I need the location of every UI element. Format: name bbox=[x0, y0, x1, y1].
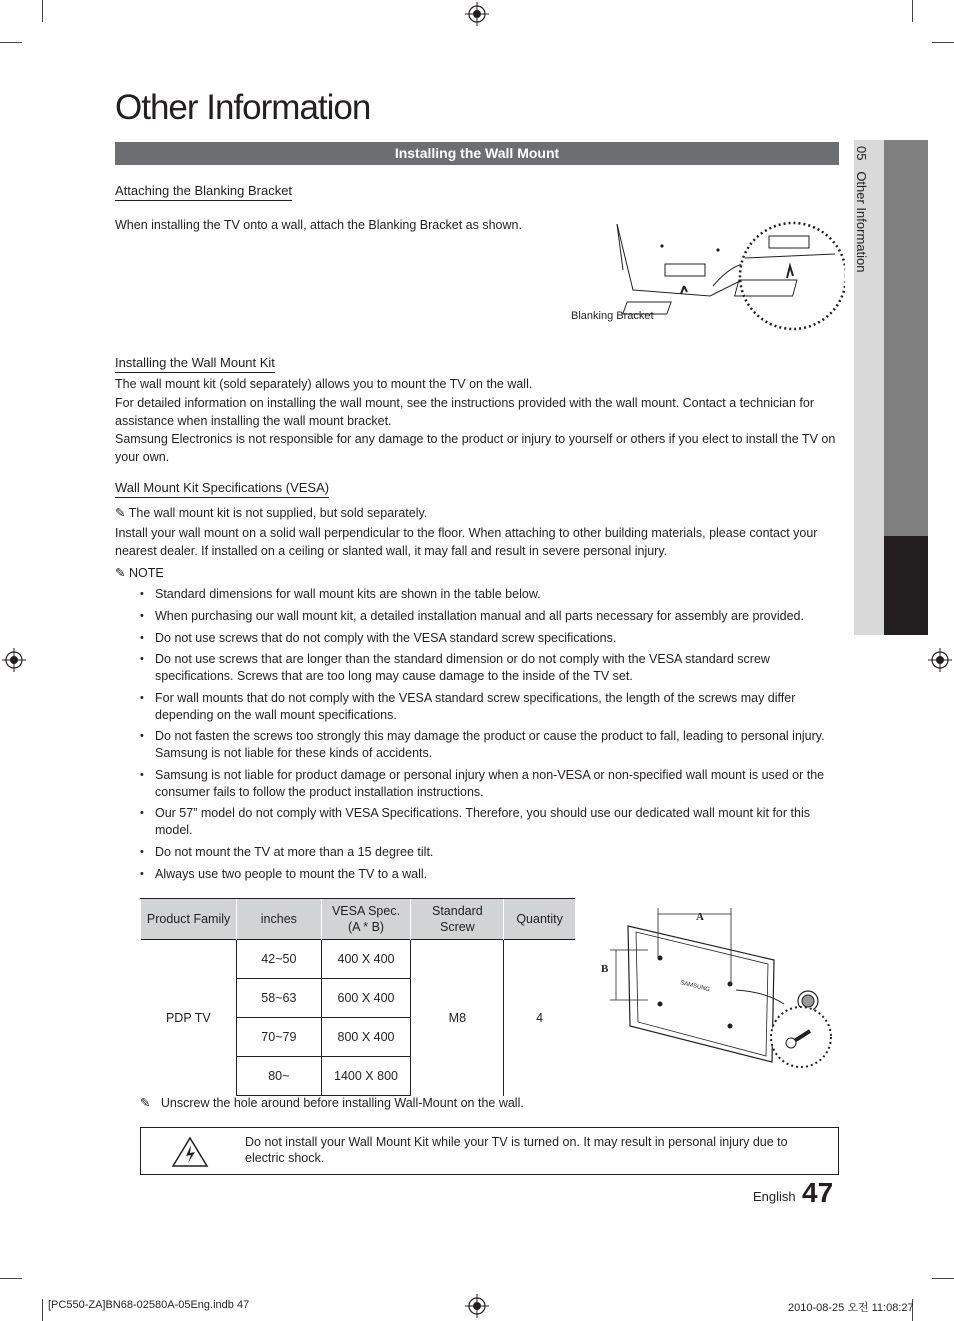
blanking-heading: Attaching the Blanking Bracket bbox=[115, 183, 292, 201]
note-pencil-icon: ✎ bbox=[140, 1096, 151, 1110]
table-header-row bbox=[141, 899, 576, 940]
col-standard-screw: Standard Screw bbox=[411, 899, 504, 940]
crop-mark bbox=[0, 1278, 22, 1279]
vesa-note-label: ✎ NOTE bbox=[115, 566, 164, 580]
col-quantity: Quantity bbox=[504, 899, 575, 940]
dimension-b-label: B bbox=[601, 963, 609, 975]
kit-paragraph-3: Samsung Electronics is not responsible for any damage to the product or injury to yourself or others if you elect to install the TV on your own. bbox=[115, 432, 836, 464]
page-title: Other Information bbox=[115, 88, 371, 127]
list-item: • Samsung is not liable for product damage or personal injury when a non-VESA or non-specified wall mount is used or the consumer fails to follow the product installation instructions. bbox=[140, 768, 825, 799]
registration-mark-icon bbox=[2, 648, 26, 672]
section-bar: Installing the Wall Mount bbox=[115, 142, 839, 165]
vesa-paragraph: Install your wall mount on a solid wall perpendicular to the floor. When attaching to other building materials, please contact your nearest dealer. If installed on a ceiling or slanted wall, it may fall and result in severe personal injury. bbox=[115, 526, 818, 558]
note-pencil-icon: ✎ bbox=[115, 566, 126, 580]
cell-spec: 800 X 400 bbox=[321, 1018, 411, 1057]
vesa-spec-table bbox=[140, 898, 575, 1096]
electric-shock-warning-icon bbox=[171, 1136, 209, 1168]
vesa-note-line: ✎ The wall mount kit is not supplied, but sold separately. bbox=[115, 506, 428, 520]
crop-mark bbox=[932, 42, 954, 43]
cell-screw: M8 bbox=[411, 940, 504, 1096]
kit-paragraph-1: The wall mount kit (sold separately) allows you to mount the TV on the wall. bbox=[115, 377, 533, 391]
list-item: • Do not use screws that are longer than the standard dimension or do not comply with the VESA standard screw specifications. Screws that are too long may cause damage to the inside of the TV set. bbox=[140, 652, 770, 683]
table-row bbox=[141, 940, 576, 979]
blanking-text: When installing the TV onto a wall, attach the Blanking Bracket as shown. bbox=[115, 218, 522, 232]
dimension-a-label: A bbox=[696, 911, 704, 923]
blanking-figure-label: Blanking Bracket bbox=[571, 310, 654, 322]
vesa-heading: Wall Mount Kit Specifications (VESA) bbox=[115, 480, 329, 498]
cell-spec: 1400 X 800 bbox=[321, 1057, 411, 1096]
col-inches: inches bbox=[237, 899, 321, 940]
cell-inches: 80~ bbox=[237, 1057, 321, 1096]
list-item: • Do not mount the TV at more than a 15 degree tilt. bbox=[140, 845, 434, 859]
after-table-note: ✎ Unscrew the hole around before installing Wall-Mount on the wall. bbox=[140, 1096, 524, 1110]
cell-inches: 42~50 bbox=[237, 940, 321, 979]
print-file-name: [PC550-ZA]BN68-02580A-05Eng.indb 47 bbox=[48, 1299, 250, 1311]
crop-mark bbox=[0, 42, 22, 43]
cell-inches: 70~79 bbox=[237, 1018, 321, 1057]
crop-mark bbox=[912, 0, 913, 22]
cell-quantity: 4 bbox=[504, 940, 575, 1096]
crop-mark bbox=[42, 1299, 43, 1321]
col-product-family: Product Family bbox=[141, 899, 237, 940]
list-item: • Our 57” model do not comply with VESA Specifications. Therefore, you should use our dedicated wall mount kit for this model. bbox=[140, 806, 810, 837]
cell-family: PDP TV bbox=[141, 940, 237, 1096]
brand-logo: SAMSUNG bbox=[679, 980, 711, 994]
cell-inches: 58~63 bbox=[237, 979, 321, 1018]
print-date: 2010-08-25 오전 11:08:27 bbox=[788, 1302, 914, 1314]
list-item: • Always use two people to mount the TV to a wall. bbox=[140, 867, 428, 881]
kit-paragraph-2: For detailed information on installing the wall mount, see the instructions provided with the wall mount. Contact a technician for assistance when installing the wall mount bracket. bbox=[115, 396, 814, 428]
list-item: • Do not fasten the screws too strongly this may damage the product or cause the product to fall, leading to personal injury. Samsung is not liable for these kinds of accidents. bbox=[140, 729, 825, 760]
registration-mark-icon bbox=[465, 2, 489, 26]
col-vesa-spec: VESA Spec. (A * B) bbox=[321, 899, 411, 940]
page-number: 47 bbox=[802, 1177, 834, 1208]
kit-heading: Installing the Wall Mount Kit bbox=[115, 355, 275, 373]
vesa-bullet-list bbox=[140, 586, 840, 888]
cell-spec: 400 X 400 bbox=[321, 940, 411, 979]
crop-mark bbox=[932, 1278, 954, 1279]
crop-mark bbox=[42, 0, 43, 22]
warning-text: Do not install your Wall Mount Kit while your TV is turned on. It may result in personal injury due to electric shock. bbox=[245, 1135, 788, 1165]
list-item: • When purchasing our wall mount kit, a detailed installation manual and all parts necessary for assembly are provided. bbox=[140, 609, 804, 623]
footer-language: English bbox=[753, 1189, 796, 1204]
cell-spec: 600 X 400 bbox=[321, 979, 411, 1018]
list-item: • Standard dimensions for wall mount kits are shown in the table below. bbox=[140, 587, 541, 601]
tv-back-figure bbox=[596, 900, 841, 1075]
list-item: • For wall mounts that do not comply with the VESA standard screw specifications, the length of the screws may differ depending on the wall mount specifications. bbox=[140, 691, 796, 722]
list-item: • Do not use screws that do not comply with the VESA standard screw specifications. bbox=[140, 631, 617, 645]
warning-box bbox=[140, 1127, 839, 1175]
note-pencil-icon: ✎ bbox=[115, 506, 126, 520]
side-tab-marker bbox=[884, 536, 928, 635]
registration-mark-icon bbox=[928, 648, 952, 672]
registration-mark-icon bbox=[465, 1294, 489, 1318]
side-tab-label: 05 Other Information bbox=[854, 146, 869, 273]
